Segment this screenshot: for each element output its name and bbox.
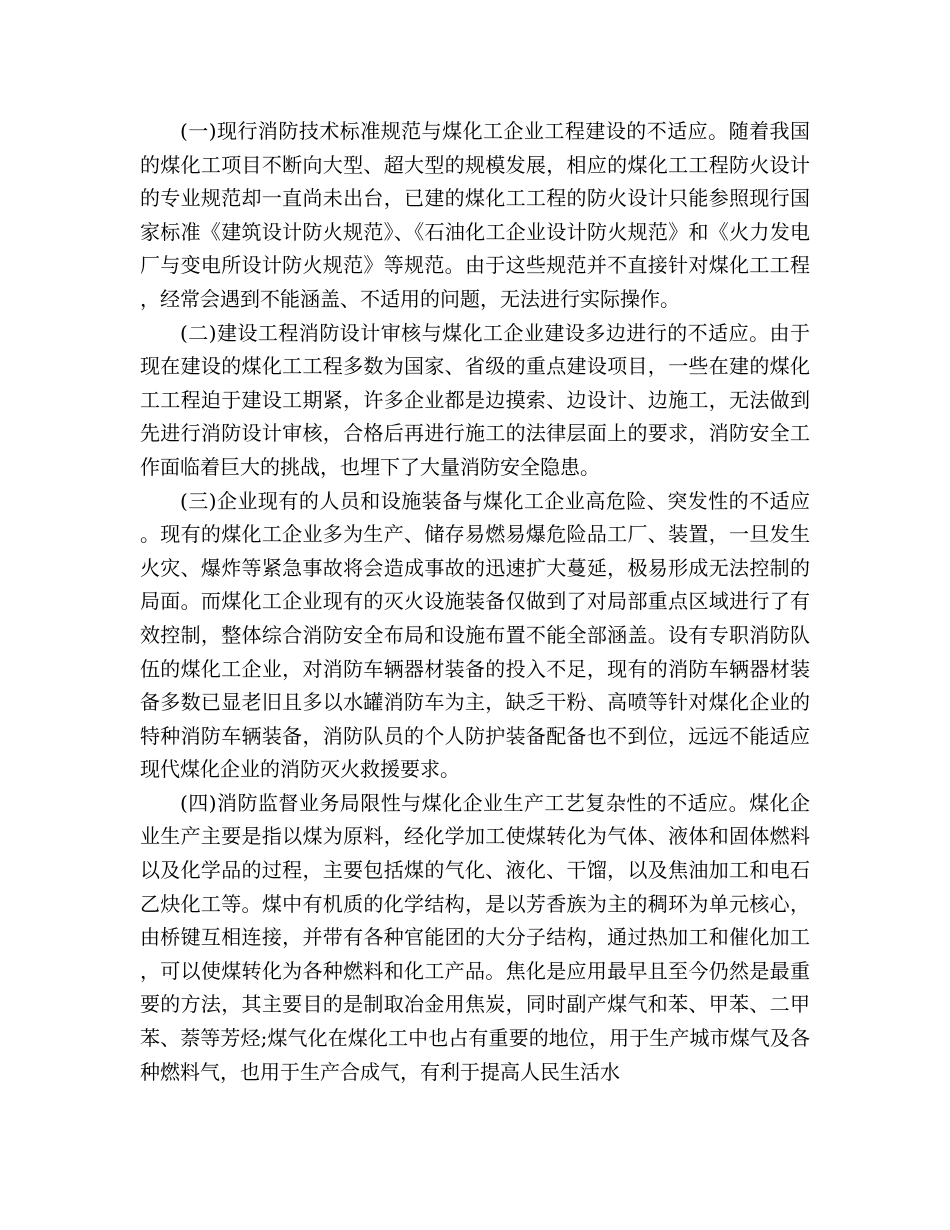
document-body <box>140 115 810 1089</box>
paragraph-2: (二)建设工程消防设计审核与煤化工企业建设多边进行的不适应。由于现在建设的煤化工工程多数为国家、省级的重点建设项目，一些在建的煤化工工程迫于建设工期紧，许多企业都是边摸索、边设计、边施工，无法做到先进行消防设计审核，合格后再进行施工的法律层面上的要求，消防安全工作面临着巨大的挑战，也埋下了大量消防安全隐患。 <box>140 320 810 479</box>
paragraph-1: (一)现行消防技术标准规范与煤化工企业工程建设的不适应。随着我国的煤化工项目不断向大型、超大型的规模发展，相应的煤化工工程防火设计的专业规范却一直尚未出台，已建的煤化工工程的防火设计只能参照现行国家标准《建筑设计防火规范》、《石油化工企业设计防火规范》和《火力发电厂与变电所设计防火规范》等规范。由于这些规范并不直接针对煤化工工程，经常会遇到不能涵盖、不适用的问题，无法进行实际操作。 <box>140 119 810 311</box>
paragraph-4: (四)消防监督业务局限性与煤化企业生产工艺复杂性的不适应。煤化企业生产主要是指以煤为原料，经化学加工使煤转化为气体、液体和固体燃料以及化学品的过程，主要包括煤的气化、液化、干馏，以及焦油加工和电石乙炔化工等。煤中有机质的化学结构，是以芳香族为主的稠环为单元核心，由桥键互相连接，并带有各种官能团的大分子结构，通过热加工和催化加工，可以使煤转化为各种燃料和化工产品。焦化是应用最早且至今仍然是最重要的方法，其主要目的是制取冶金用焦炭，同时副产煤气和苯、甲苯、二甲苯、萘等芳烃;煤气化在煤化工中也占有重要的地位，用于生产城市煤气及各种燃料气，也用于生产合成气，有利于提高人民生活水 <box>140 790 810 1084</box>
paragraph-3: (三)企业现有的人员和设施装备与煤化工企业高危险、突发性的不适应。现有的煤化工企业多为生产、储存易燃易爆危险品工厂、装置，一旦发生火灾、爆炸等紧急事故将会造成事故的迅速扩大蔓延，极易形成无法控制的局面。而煤化工企业现有的灭火设施装备仅做到了对局部重点区域进行了有效控制，整体综合消防安全布局和设施布置不能全部涵盖。设有专职消防队伍的煤化工企业，对消防车辆器材装备的投入不足，现有的消防车辆器材装备多数已显老旧且多以水罐消防车为主，缺乏干粉、高喷等针对煤化企业的特种消防车辆装备，消防队员的个人防护装备配备也不到位，远远不能适应现代煤化企业的消防灭火救援要求。 <box>140 488 810 782</box>
